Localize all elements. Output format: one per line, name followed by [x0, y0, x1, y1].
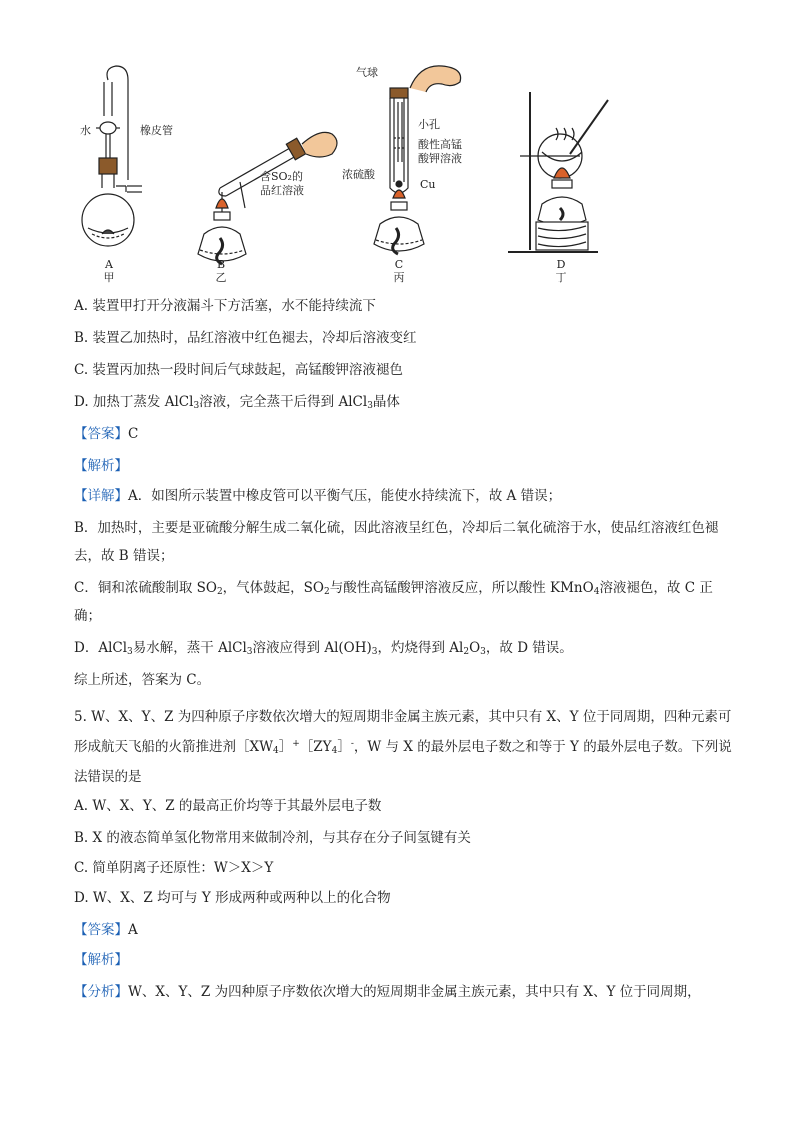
label-balloon: 气球 — [356, 66, 378, 79]
q4-detail-b: B．加热时，主要是亚硫酸分解生成二氧化硫，因此溶液呈红色，冷却后二氧化硫溶于水，使品红溶液红色褪去，故 B 错误； — [74, 520, 719, 564]
q5-option-b: B. X 的液态简单氢化物常用来做制冷剂，与其存在分子间氢键有关 — [74, 830, 471, 846]
apparatus-drawing — [80, 58, 680, 290]
q5-analysis-heading: 【解析】 — [74, 952, 128, 968]
q5-analysis: 【分析】W、X、Y、Z 为四种原子序数依次增大的短周期非金属主族元素，其中只有 X、Y 位于同周期， — [74, 984, 701, 1000]
label-rubber-tube: 橡皮管 — [140, 124, 173, 137]
answer-tag: 【答案】 — [74, 426, 128, 442]
label-cu: Cu — [420, 178, 436, 191]
caption-a: A 甲 — [103, 258, 115, 284]
q5-option-d: D. W、X、Z 均可与 Y 形成两种或两种以上的化合物 — [74, 890, 391, 906]
q4-detail-a: 【详解】A．如图所示装置中橡皮管可以平衡气压，能使水持续流下，故 A 错误； — [74, 488, 562, 504]
label-small-hole: 小孔 — [418, 118, 440, 131]
caption-d: D 丁 — [555, 258, 567, 284]
q5-option-a: A. W、X、Y、Z 的最高正价均等于其最外层电子数 — [74, 798, 382, 814]
label-kmno4-1: 酸性高锰 — [418, 138, 462, 151]
q4-detail-d: D．AlCl$_3$易水解，蒸干 AlCl$_3$溶液应得到 $Al(OH)_3$，灼烧得到 $Al_2O_3$，故 D 错误。 — [74, 640, 573, 657]
q5-option-c: C. 简单阴离子还原性：W＞X＞Y — [74, 860, 274, 876]
q4-option-d: D. 加热丁蒸发 AlCl$_3$溶液，完全蒸干后得到 AlCl$_3$晶体 — [74, 394, 400, 411]
label-water: 水 — [80, 124, 91, 137]
caption-c: C 丙 — [393, 258, 405, 284]
label-so2-solution-1: 含SO₂的 — [260, 170, 303, 183]
label-conc-acid: 浓硫酸 — [342, 168, 375, 181]
caption-b: B 乙 — [215, 258, 227, 284]
q4-option-a: A. 装置甲打开分液漏斗下方活塞，水不能持续流下 — [74, 298, 376, 314]
q4-answer — [74, 424, 734, 444]
q4-summary: 综上所述，答案为 C。 — [74, 672, 211, 688]
apparatus-figure — [80, 58, 680, 290]
q4-analysis-heading: 【解析】 — [74, 458, 128, 474]
answer-value: C — [128, 426, 139, 442]
q4-option-c: C. 装置丙加热一段时间后气球鼓起，高锰酸钾溶液褪色 — [74, 362, 403, 378]
q4-option-b: B. 装置乙加热时，品红溶液中红色褪去，冷却后溶液变红 — [74, 330, 417, 346]
apparatus-a — [82, 66, 142, 246]
apparatus-d — [508, 92, 608, 252]
label-kmno4-2: 酸钾溶液 — [418, 152, 462, 165]
q5-answer: 【答案】A — [74, 922, 138, 938]
q4-detail-c: C．铜和浓硫酸制取 $SO_2$，气体鼓起，$SO_2$与酸性高锰酸钾溶液反应，所以酸性 KMnO$_4$溶液褪色，故 C 正确； — [74, 580, 713, 624]
label-so2-solution-2: 品红溶液 — [260, 184, 304, 197]
apparatus-b — [198, 132, 337, 264]
q5-stem: 5. W、X、Y、Z 为四种原子序数依次增大的短周期非金属主族元素，其中只有 X、Y 位于同周期，四种元素可形成航天飞船的火箭推进剂$[XW_4]^+[ZY_4]^-$，W 与 X 的最外层电子数之和等于 Y 的最外层电子数。下列说法错误的是 — [74, 709, 732, 785]
